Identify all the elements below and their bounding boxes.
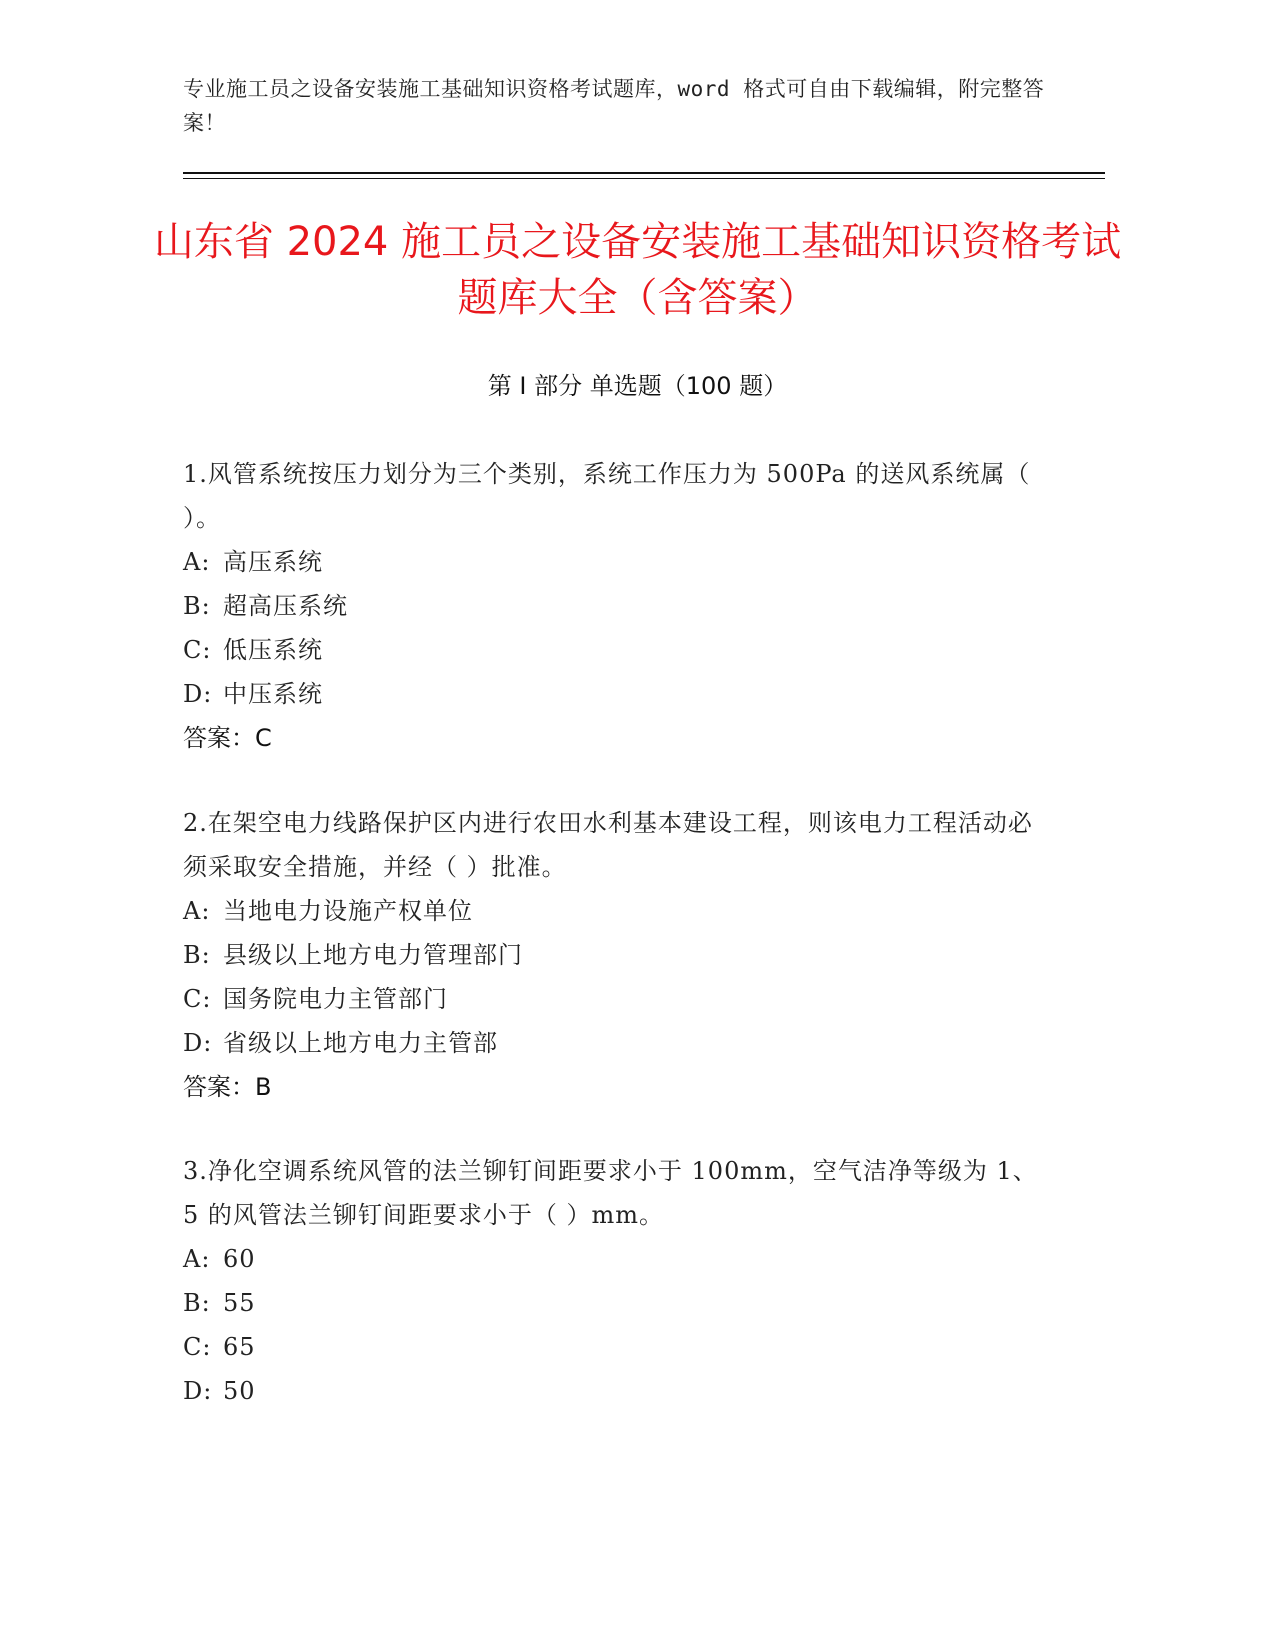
header-divider-thin — [183, 178, 1105, 179]
option-b — [183, 584, 1043, 628]
question-stem: 3.净化空调系统风管的法兰铆钉间距要求小于 100mm，空气洁净等级为 1、5 的风管法兰铆钉间距要求小于（ ）mm。 — [183, 1157, 1038, 1229]
option-letter: B: — [183, 592, 211, 620]
option-letter: D: — [183, 1029, 213, 1057]
question-2 — [183, 801, 1043, 1109]
option-text: 国务院电力主管部门 — [223, 985, 448, 1013]
option-letter: B: — [183, 941, 211, 969]
option-letter: D: — [183, 680, 213, 708]
option-d — [183, 1021, 1043, 1065]
option-text: 当地电力设施产权单位 — [223, 897, 473, 925]
option-b — [183, 933, 1043, 977]
question-stem: 2.在架空电力线路保护区内进行农田水利基本建设工程，则该电力工程活动必须采取安全措施，并经（ ）批准。 — [183, 809, 1033, 881]
option-letter: B: — [183, 1289, 211, 1317]
option-a — [183, 540, 1043, 584]
option-letter: D: — [183, 1377, 213, 1405]
option-text: 省级以上地方电力主管部 — [223, 1029, 498, 1057]
question-stem: 1.风管系统按压力划分为三个类别，系统工作压力为 500Pa 的送风系统属（ ）。 — [183, 460, 1031, 532]
option-text: 县级以上地方电力管理部门 — [223, 941, 523, 969]
question-1 — [183, 452, 1043, 760]
option-letter: A: — [183, 897, 211, 925]
answer-label: 答案：B — [183, 1073, 272, 1101]
option-text: 55 — [223, 1289, 256, 1317]
option-letter: C: — [183, 985, 212, 1013]
option-text: 中压系统 — [223, 680, 323, 708]
option-text: 50 — [223, 1377, 256, 1405]
option-d — [183, 1369, 1043, 1413]
option-c — [183, 977, 1043, 1021]
option-text: 超高压系统 — [223, 592, 348, 620]
answer-label: 答案：C — [183, 724, 272, 752]
option-text: 60 — [223, 1245, 256, 1273]
option-letter: A: — [183, 548, 211, 576]
option-letter: C: — [183, 636, 212, 664]
option-text: 低压系统 — [223, 636, 323, 664]
option-letter: A: — [183, 1245, 211, 1273]
section-heading: 第 I 部分 单选题（100 题） — [487, 372, 788, 400]
option-d — [183, 672, 1043, 716]
option-c — [183, 1325, 1043, 1369]
option-c — [183, 628, 1043, 672]
option-letter: C: — [183, 1333, 212, 1361]
option-text: 65 — [223, 1333, 256, 1361]
header-divider-thick — [183, 172, 1105, 174]
question-3 — [183, 1149, 1043, 1413]
option-a — [183, 1237, 1043, 1281]
document-title: 山东省 2024 施工员之设备安装施工基础知识资格考试题库大全（含答案） — [153, 219, 1122, 321]
option-b — [183, 1281, 1043, 1325]
option-text: 高压系统 — [223, 548, 323, 576]
option-a — [183, 889, 1043, 933]
header-note: 专业施工员之设备安装施工基础知识资格考试题库，word 格式可自由下载编辑，附完整答案！ — [183, 77, 1045, 135]
